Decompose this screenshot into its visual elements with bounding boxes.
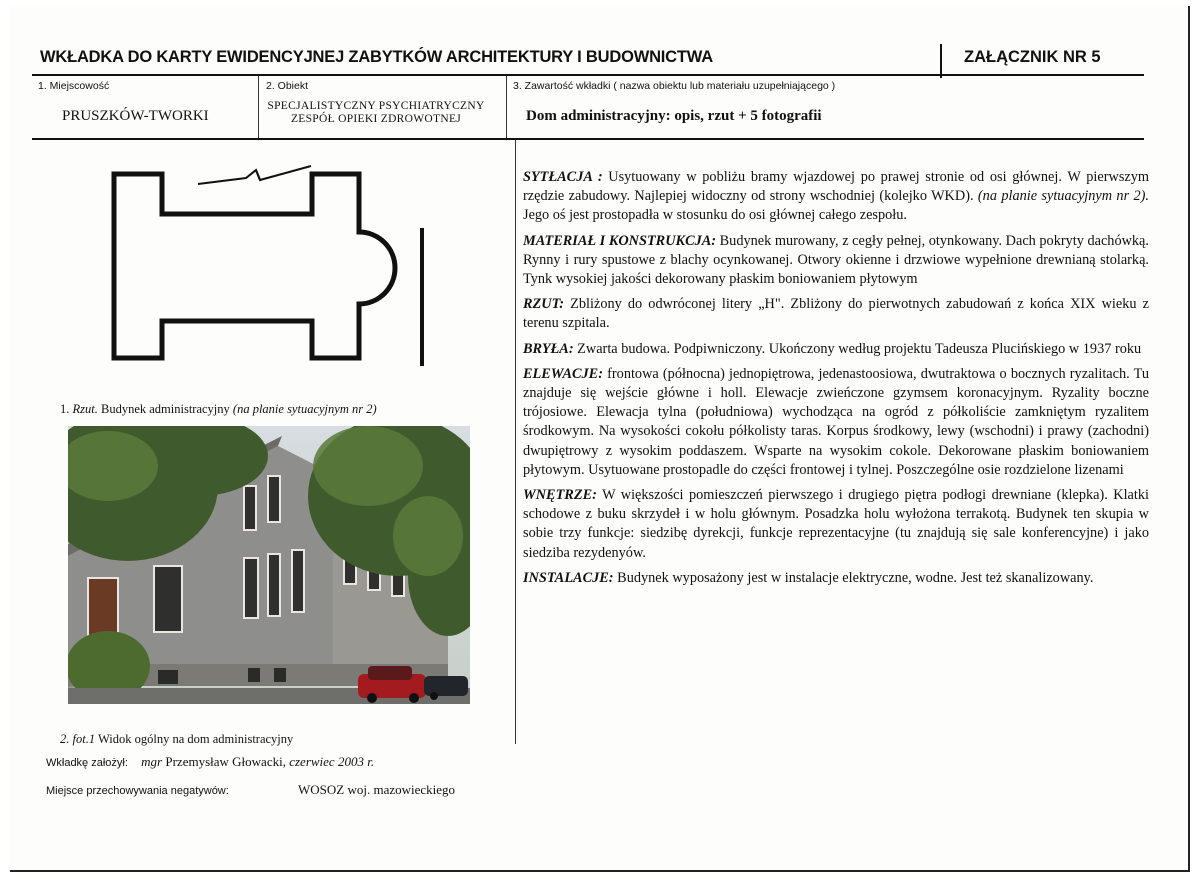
plan-caption-number: 1. — [60, 402, 70, 416]
negatives-line — [46, 782, 456, 798]
negatives-label: Miejsce przechowywania negatywów: — [46, 785, 229, 797]
section-elevations — [523, 365, 1149, 480]
section-text: Budynek murowany, z cegły pełnej, otynkowany. Dach pokryty dachówką. Rynny i rury spustowe z blachy ocynkowanej. Otwory okienne i drzwiowe wypełnione drewnianą stolarką. Tynk wysokiej jakości dekorowany płaskim boniowaniem płytowym — [523, 232, 1149, 288]
section-heading: WNĘTRZE: — [523, 487, 597, 504]
contents-label: 3. Zawartość wkładki ( nazwa obiektu lub materiału uzupełniającego ) — [513, 80, 836, 92]
locality-value: PRUSZKÓW-TWORKI — [62, 108, 209, 124]
photo-caption-text: Widok ogólny na dom administracyjny — [95, 732, 294, 746]
fields-rule — [32, 138, 1144, 140]
section-text: Budynek wyposażony jest w instalacje elektryczne, wodne. Jest też skanalizowany. — [613, 569, 1094, 586]
photo-caption — [60, 732, 293, 747]
field-divider-2 — [506, 76, 507, 140]
section-italic: (na planie sytuacyjnym nr 2). — [977, 188, 1149, 205]
locality-label: 1. Miejscowość — [38, 80, 110, 92]
field-divider-1 — [258, 76, 259, 140]
section-heading: INSTALACJE: — [523, 569, 614, 586]
founder-name: Przemysław Głowacki, — [162, 754, 290, 769]
section-heading: SYTŁACJA : — [523, 169, 603, 185]
building-photo-illustration — [68, 426, 470, 704]
plan-caption-reference: (na planie sytuacyjnym nr 2) — [232, 402, 377, 416]
section-text: Zbliżony do odwróconej litery „H". Zbliżony do pierwotnych zabudowań z końca XIX wieku z terenu szpitala. — [523, 296, 1149, 332]
plan-caption-italic: Rzut. — [72, 402, 98, 416]
section-tail: Jego oś jest prostopadła w stosunku do osi głównej całego zespołu. — [523, 207, 907, 224]
section-situation — [523, 168, 1149, 226]
object-value: SPECJALISTYCZNY PSYCHIATRYCZNY ZESPÓŁ OPIEKI ZDROWOTNEJ — [267, 100, 485, 125]
founder-line — [46, 754, 374, 770]
header-rule — [32, 74, 1144, 76]
floor-plan-drawing — [106, 156, 426, 371]
header-divider — [940, 44, 942, 78]
section-text: frontowa (północna) jednopiętrowa, jedenastoosiowa, dwutraktowa o bocznych ryzalitach. Tu znajduje się wejście główne i holl. Elewacje zwieńczone gzymsem koronacyjnym. Ryzality boczne trójosiowe. Elewacja tylna (południowa) wychodząca na ogród z półkoliście zamkniętym ryzalitem środkowym. Na wysokości cokołu półkolisty taras. Korpus środkowy, lewy (wschodni) i prawy (zachodni) dwupiętrowy z wysokim poddaszem. Wsparte na wysokim cokole. Dekorowane płaskim boniowaniem płytowym. Usytuowane prostopadle do części frontowej i tylnej. Poszczególne osie rozdzielone lizenami — [523, 365, 1149, 478]
object-label: 2. Obiekt — [266, 80, 309, 92]
photo-caption-number: 2. fot.1 — [60, 732, 96, 746]
section-text: Zwarta budowa. Podpiwniczony. Ukończony według projektu Tadeusza Plucińskiego w 1937 roku — [573, 340, 1142, 357]
column-divider — [515, 140, 516, 744]
building-photo — [68, 426, 470, 704]
annex-number: ZAŁĄCZNIK NR 5 — [964, 48, 1101, 66]
description-column — [523, 168, 1149, 594]
section-heading: ELEWACJE: — [523, 365, 603, 382]
section-heading: MATERIAŁ I KONSTRUKCJA: — [523, 232, 717, 249]
section-interior — [523, 486, 1149, 563]
section-text: W większości pomieszczeń pierwszego i drugiego piętra podłogi drewniane (klepka). Klatki schodowe z buku skrzydeł i w holu głównym. Posadzka holu wyłożona terrakotą. Budynek ten skupia w sobie trzy funkcje: siedzibę dyrekcji, funkcje reprezentacyjne (tu znajdują się sale konferencyjne) i jako siedziba rezydenyów. — [523, 487, 1149, 561]
section-text: Usytuowany w pobliżu bramy wjazdowej po prawej stronie od osi głównej. W pierwszym rzędzie zabudowy. Najlepiej widoczny od strony wschodniej (kolejko WKD). — [523, 169, 1150, 205]
founder-date: czerwiec 2003 r. — [289, 754, 375, 769]
section-heading: BRYŁA: — [523, 340, 574, 357]
plan-caption-text: Budynek administracyjny — [97, 402, 233, 416]
negatives-value: WOSOZ woj. mazowieckiego — [298, 782, 456, 797]
section-plan — [523, 295, 1149, 333]
section-installations — [523, 569, 1149, 588]
section-massing — [523, 340, 1149, 359]
plan-caption — [60, 402, 377, 417]
section-heading: RZUT: — [523, 296, 565, 313]
contents-value: Dom administracyjny: opis, rzut + 5 fotografii — [526, 108, 822, 124]
form-title: WKŁADKA DO KARTY EWIDENCYJNEJ ZABYTKÓW ARCHITEKTURY I BUDOWNICTWA — [40, 48, 713, 66]
founder-label: Wkładkę założył: — [46, 757, 128, 769]
record-sheet — [10, 6, 1190, 872]
founder-title: mgr — [141, 754, 163, 769]
section-material — [523, 232, 1149, 290]
